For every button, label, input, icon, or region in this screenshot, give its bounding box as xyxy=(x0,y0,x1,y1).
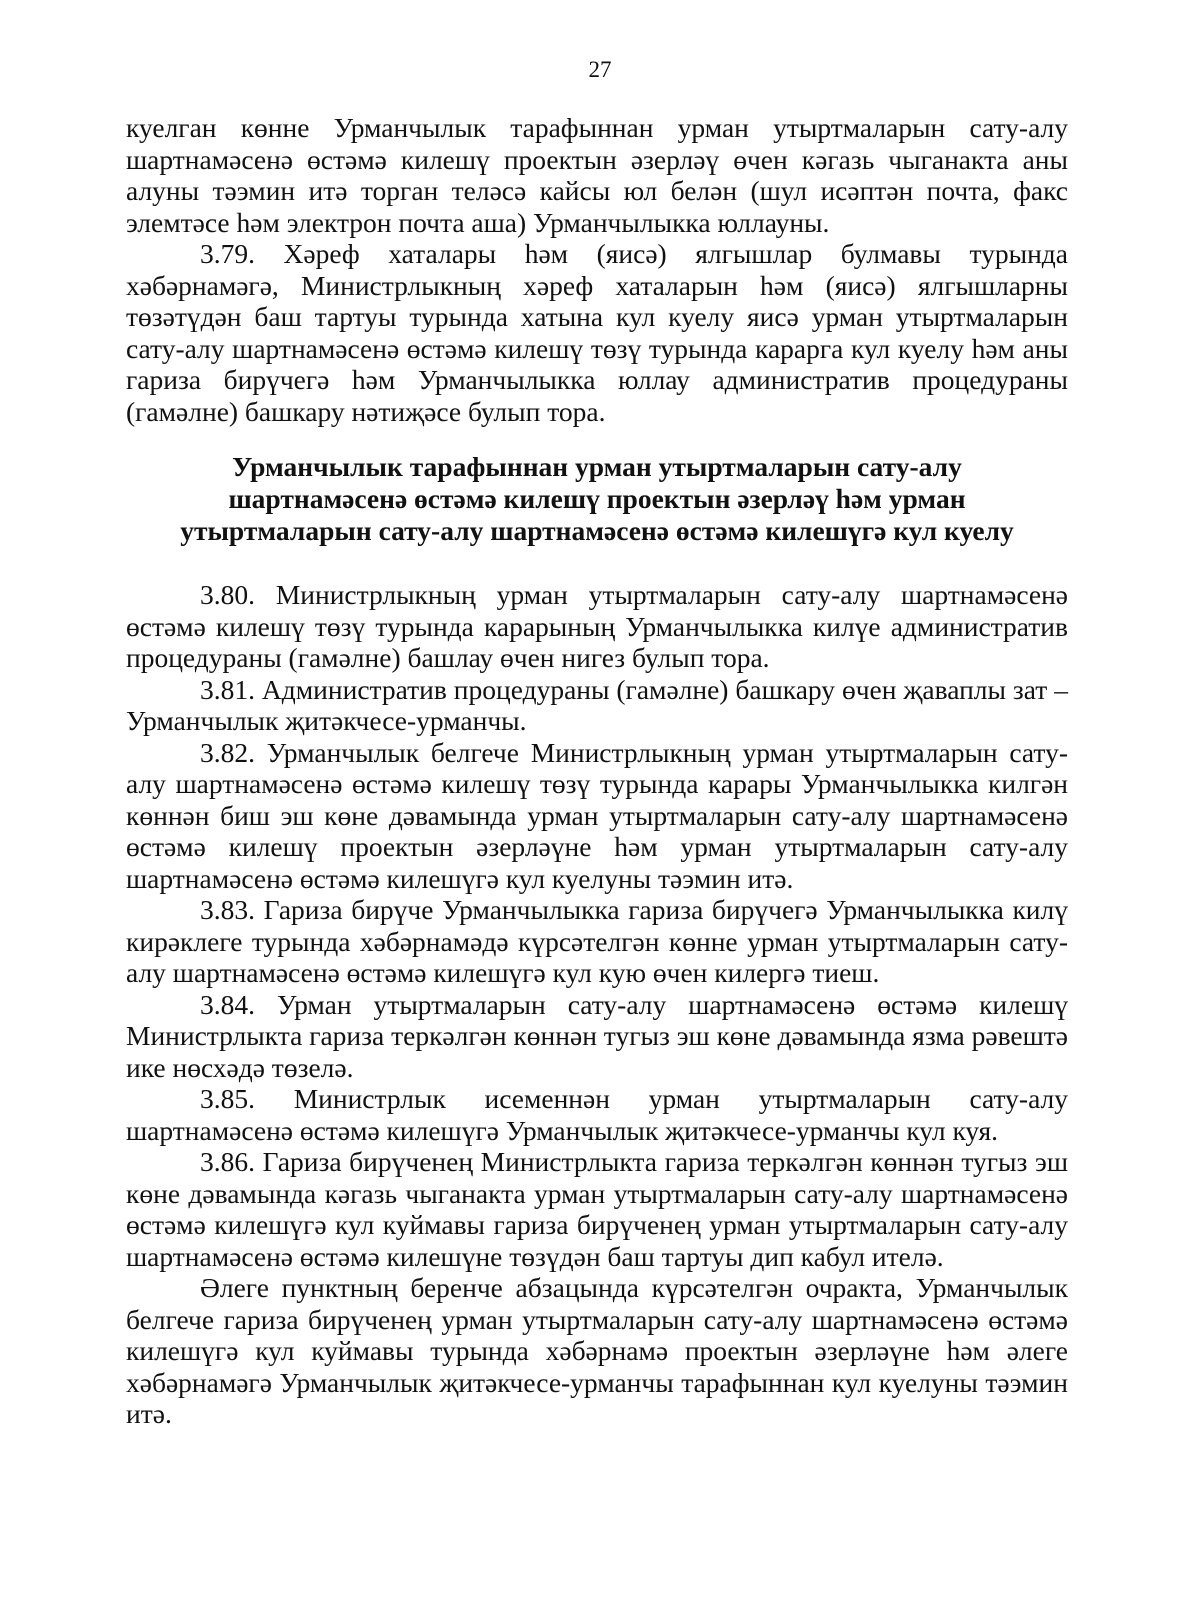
section-heading-line-1: Урманчылык тарафыннан урман утыртмаларын сату-алу xyxy=(232,451,962,482)
paragraph-3-82: 3.82. Урманчылык белгече Министрлыкның урман утыртмаларын сату-алу шартнамәсенә өстәмә килешү төзү турында карары Урманчылыкка килгән көннән биш эш көне дәвамында урман утыртмаларын сату-алу шартнамәсенә өстәмә килешү проектын әзерләүне һәм урман утыртмаларын сату-алу шартнамәсенә өстәмә килешүгә кул куелуны тәэмин итә. xyxy=(126,736,1068,894)
paragraph-3-81: 3.81. Административ процедураны (гамәлне) башкару өчен җаваплы зат – Урманчылык җитәкчесе-урманчы. xyxy=(126,673,1068,736)
paragraph-3-86-second: Әлеге пунктның беренче абзацында күрсәтелгән очракта, Урманчылык белгече гариза бирүченең урман утыртмаларын сату-алу шартнамәсенә өстәмә килешүгә кул куймавы турында хәбәрнамә проектын әзерләүне һәм әлеге хәбәрнамәгә Урманчылык җитәкчесе-урманчы тарафыннан кул куелуны тәэмин итә. xyxy=(126,1272,1068,1429)
document-body xyxy=(126,112,1068,1430)
paragraph-3-79: 3.79. Хәреф хаталары һәм (яисә) ялгышлар булмавы турында хәбәрнамәгә, Министрлыкның хәреф хаталарын һәм (яисә) ялгышларны төзәтүдән баш тартуы турында хатына кул куелу яисә урман утыртмаларын сату-алу шартнамәсенә өстәмә килешү төзү турында карарга кул куелу һәм аны гариза бирүчегә һәм Урманчылыкка юллау административ процедураны (гамәлне) башкару нәтиҗәсе булып тора. xyxy=(126,238,1068,427)
section-heading xyxy=(126,451,1068,547)
page-number: 27 xyxy=(588,57,612,82)
paragraph-3-83: 3.83. Гариза бирүче Урманчылыкка гариза бирүчегә Урманчылыкка килү кирәклеге турында хәбәрнамәдә күрсәтелгән көнне урман утыртмаларын сату-алу шартнамәсенә өстәмә килешүгә кул кую өчен килергә тиеш. xyxy=(126,894,1068,988)
section-heading-line-2: шартнамәсенә өстәмә килешү проектын әзерләү һәм урман xyxy=(228,483,966,514)
paragraph-3-85: 3.85. Министрлык исеменнән урман утыртмаларын сату-алу шартнамәсенә өстәмә килешүгә Урманчылык җитәкчесе-урманчы кул куя. xyxy=(126,1083,1068,1146)
paragraph-3-84: 3.84. Урман утыртмаларын сату-алу шартнамәсенә өстәмә килешү Министрлыкта гариза теркәлгән көннән тугыз эш көне дәвамында язма рәвештә ике нөсхәдә төзелә. xyxy=(126,988,1068,1083)
paragraph-continuation: куелган көнне Урманчылык тарафыннан урман утыртмаларын сату-алу шартнамәсенә өстәмә килешү проектын әзерләү өчен кәгазь чыганакта аны алуны тәэмин итә торган теләсә кайсы юл белән (шул исәптән почта, факс элемтәсе һәм электрон почта аша) Урманчылыкка юллауны. xyxy=(126,112,1068,238)
paragraph-3-86: 3.86. Гариза бирүченең Министрлыкта гариза теркәлгән көннән тугыз эш көне дәвамында кәгазь чыганакта урман утыртмаларын сату-алу шартнамәсенә өстәмә килешүгә кул куймавы гариза бирүченең урман утыртмаларын сату-алу шартнамәсенә өстәмә килешүне төзүдән баш тартуы дип кабул ителә. xyxy=(126,1146,1068,1272)
paragraph-3-80: 3.80. Министрлыкның урман утыртмаларын сату-алу шартнамәсенә өстәмә килешү төзү турында карарының Урманчылыкка килүе административ процедураны (гамәлне) башлау өчен нигез булып тора. xyxy=(126,579,1068,673)
section-heading-line-3: утыртмаларын сату-алу шартнамәсенә өстәмә килешүгә кул куелу xyxy=(180,515,1014,546)
